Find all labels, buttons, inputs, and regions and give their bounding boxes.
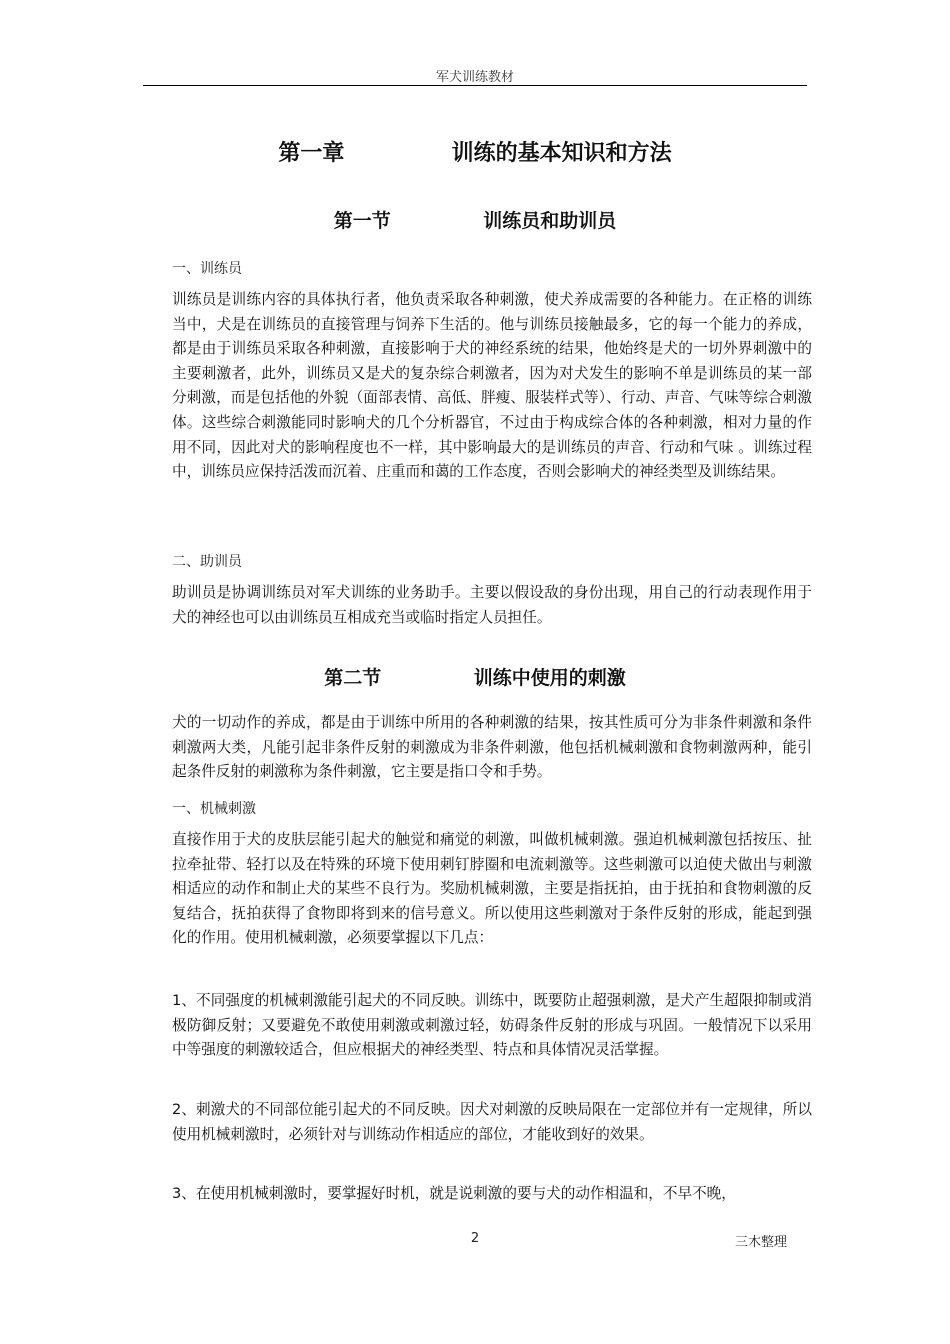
list-item-point-2: 2、刺激犬的不同部位能引起犬的不同反映。因犬对刺激的反映局限在一定部位并有一定规律，所以使用机械刺激时，必须针对与训练动作相适应的部位，才能收到好的效果。 (172, 1101, 812, 1143)
subheading-mechanical-stimuli: 一、机械刺激 (172, 801, 256, 817)
list-item-point-1: 1、不同强度的机械刺激能引起犬的不同反映。训练中，既要防止超强刺激，是犬产生超限抑制或消极防御反射；又要避免不敢使用刺激或刺激过轻，妨碍条件反射的形成与巩固。一般情况下以采用中等强度的刺激较适合，但应根据犬的神经类型、特点和具体情况灵活掌握。 (172, 992, 812, 1059)
section-2-title: 第二节 训练中使用的刺激 (324, 667, 626, 689)
paragraph-stimuli-intro: 犬的一切动作的养成，都是由于训练中所用的各种刺激的结果，按其性质可分为非条件刺激和条件刺激两大类，凡能引起非条件反射的刺激成为非条件刺激，他包括机械刺激和食物刺激两种，能引起条件反射的刺激称为条件刺激，它主要是指口令和手势。 (172, 714, 812, 781)
header-rule (143, 85, 807, 86)
paragraph-assistant-trainer: 助训员是协调训练员对军犬训练的业务助手。主要以假设敌的身份出现，用自己的行动表现作用于犬的神经也可以由训练员互相成充当或临时指定人员担任。 (172, 584, 812, 626)
section-1-title: 第一节 训练员和助训员 (333, 210, 617, 232)
running-header-title: 军犬训练教材 (435, 70, 514, 85)
page-number: 2 (470, 1231, 480, 1246)
list-item-point-3: 3、在使用机械刺激时，要掌握好时机，就是说刺激的要与犬的动作相温和，不早不晚， (172, 1185, 736, 1202)
chapter-title: 第一章 训练的基本知识和方法 (278, 141, 672, 166)
subheading-trainer: 一、训练员 (172, 261, 242, 277)
paragraph-trainer: 训练员是训练内容的具体执行者，他负责采取各种刺激，使犬养成需要的各种能力。在正格的训练当中，犬是在训练员的直接管理与饲养下生活的。他与训练员接触最多，它的每一个能力的养成，都是由于训练员采取各种刺激，直接影响于犬的神经系统的结果，他始终是犬的一切外界刺激中的主要刺激者，此外，训练员又是犬的复杂综合刺激者，因为对犬发生的影响不单是训练员的某一部分刺激，而是包括他的外貌（面部表情、高低、胖瘦、服装样式等）、行动、声音、气味等综合刺激体。这些综合刺激能同时影响犬的几个分析器官，不过由于构成综合体的各种刺激，相对力量的作用不同，因此对犬的影响程度也不一样，其中影响最大的是训练员的声音、行动和气味 。训练过程中，训练员应保持活泼而沉着、庄重而和蔼的工作态度，否则会影响犬的神经类型及训练结果。 (172, 291, 812, 481)
paragraph-mechanical-stimuli: 直接作用于犬的皮肤层能引起犬的触觉和痛觉的刺激，叫做机械刺激。强迫机械刺激包括按压、扯拉牵扯带、轻打以及在特殊的环境下使用刺钉脖圈和电流刺激等。这些刺激可以迫使犬做出与刺激相适应的动作和制止犬的某些不良行为。奖励机械刺激，主要是指抚拍，由于抚拍和食物刺激的反复结合，抚拍获得了食物即将到来的信号意义。所以使用这些刺激对于条件反射的形成，能起到强化的作用。使用机械刺激，必须要掌握以下几点： (172, 831, 812, 947)
footer-credit: 三木整理 (735, 1235, 788, 1250)
subheading-assistant-trainer: 二、助训员 (172, 554, 242, 570)
